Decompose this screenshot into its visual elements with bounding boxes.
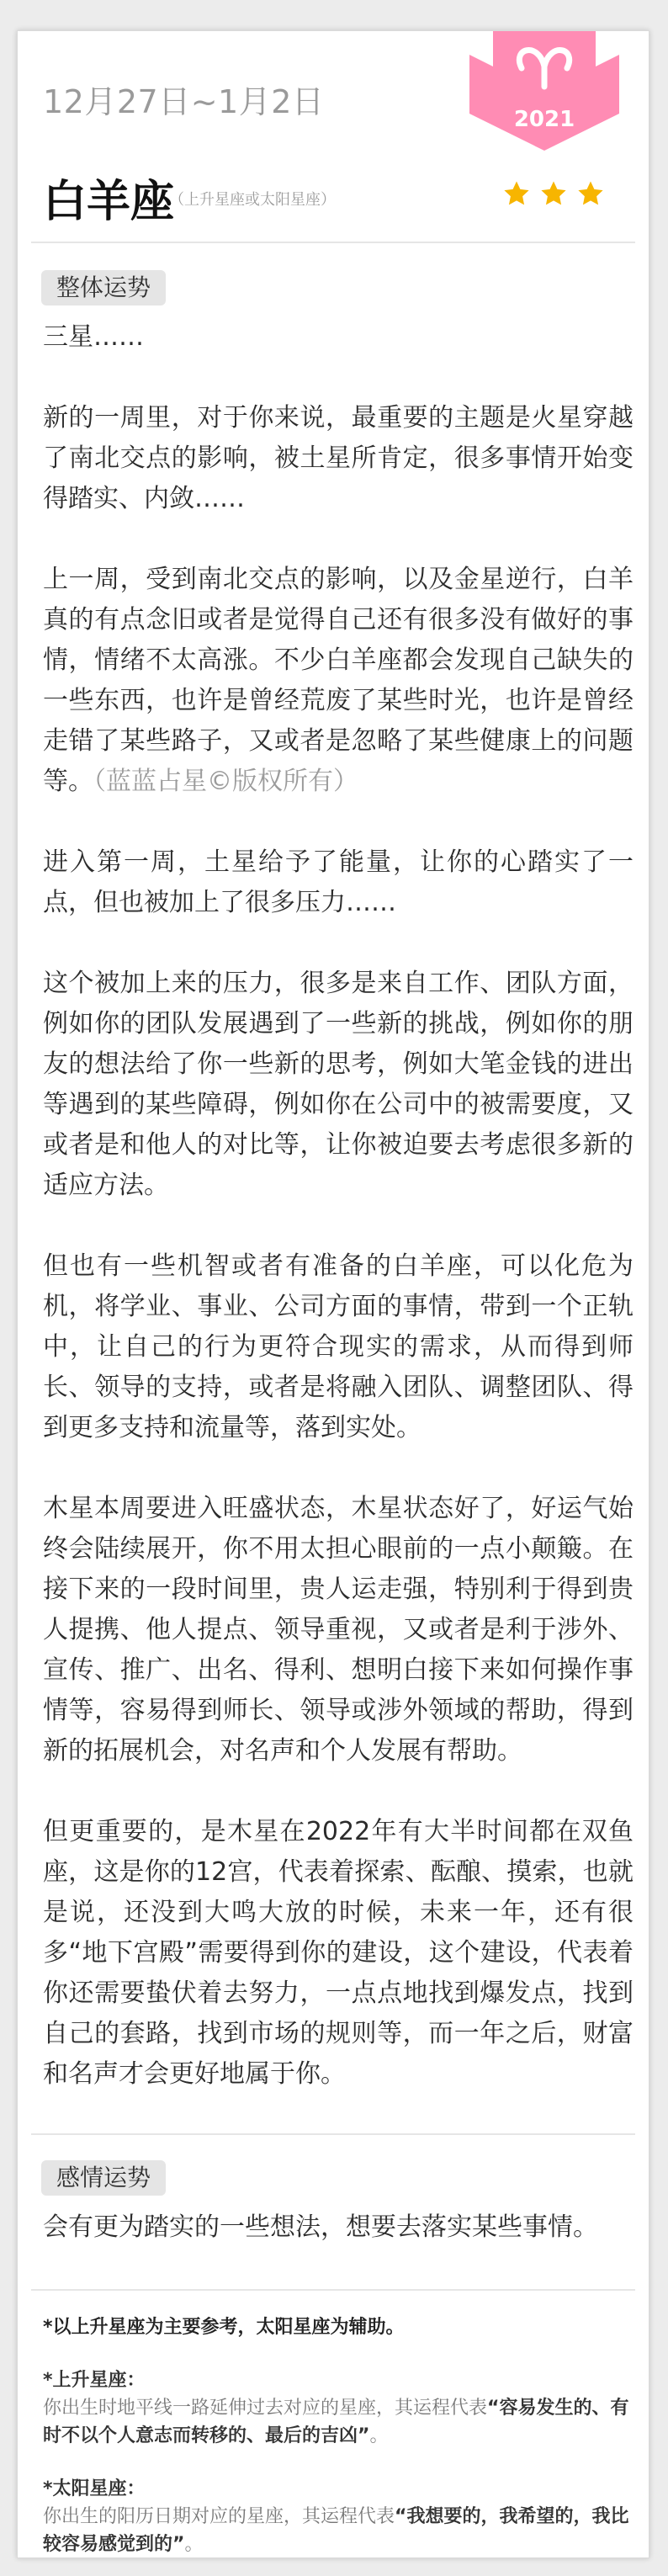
note-main: *以上升星座为主要参考，太阳星座为辅助。 (43, 2317, 405, 2338)
date-range: 12月27日~1月2日 (43, 83, 325, 120)
paragraph: 三星…… (43, 322, 144, 352)
star-icon (576, 179, 605, 208)
love-tag: 感情运势 (41, 2160, 166, 2196)
note-sun-head: *太阳星座： (43, 2478, 146, 2499)
paragraph: 但更重要的，是木星在2022年有大半时间都在双鱼座，这是你的12宫，代表着探索、酝酿、摸索，也就是说，还没到大鸣大放的时候，未来一年，还有很多“地下宫殿”需要得到你的建设，这个建设，代表着你还需要蛰伏着去努力，一点点地找到爆发点，找到自己的套路，找到市场的规则等，而一年之后，财富和名声才会更好地属于你。 (43, 1817, 634, 2089)
star-icon (502, 179, 531, 208)
divider (31, 242, 635, 243)
sign-note: （上升星座或太阳星座） (169, 191, 336, 209)
copyright-note: （蓝蓝占星©版权所有） (93, 767, 358, 796)
paragraph: 进入第一周，土星给予了能量，让你的心踏实了一点，但也被加上了很多压力…… (43, 847, 634, 917)
paragraph: 但也有一些机智或者有准备的白羊座，可以化危为机，将学业、事业、公司方面的事情，带到一个正轨中，让自己的行为更符合现实的需求，从而得到师长、领导的支持，或者是将融入团队、调整团队、得到更多支持和流量等，落到实处。 (43, 1251, 634, 1442)
paragraph: 上一周，受到南北交点的影响，以及金星逆行，白羊真的有点念旧或者是觉得自己还有很多没有做好的事情，情绪不太高涨。不少白羊座都会发现自己缺失的一些东西，也许是曾经荒废了某些时光，也许是曾经走错了某些路子，又或者是忽略了某些健康上的问题等。（蓝蓝占星©版权所有） (43, 565, 634, 796)
aries-year-badge (469, 31, 619, 151)
divider (31, 2133, 635, 2135)
badge-year: 2021 (513, 107, 575, 132)
paragraph: 这个被加上来的压力，很多是来自工作、团队方面，例如你的团队发展遇到了一些新的挑战，例如你的朋友的想法给了你一些新的思考，例如大笔金钱的进出等遇到的某些障碍，例如你在公司中的被需要度，又或者是和他人的对比等，让你被迫要去考虑很多新的适应方法。 (43, 969, 634, 1200)
divider (31, 2289, 635, 2291)
note-rising-text: 你出生时地平线一路延伸过去对应的星座，其运程代表“容易发生的、有时不以个人意志而转移的、最后的吉凶”。 (43, 2398, 629, 2446)
horoscope-card (17, 30, 649, 2558)
paragraph: 新的一周里，对于你来说，最重要的主题是火星穿越了南北交点的影响，被土星所肯定，很多事情开始变得踏实、内敛…… (43, 403, 634, 513)
overall-tag: 整体运势 (41, 270, 166, 305)
love-body (43, 2207, 634, 2248)
note-sun-text: 你出生的阳历日期对应的星座，其运程代表“我想要的，我希望的，我比较容易感觉到的”。 (43, 2506, 629, 2555)
paragraph: 会有更为踏实的一些想法，想要去落实某些事情。 (43, 2212, 598, 2242)
paragraph: 木星本周要进入旺盛状态，木星状态好了，好运气始终会陆续展开，你不用太担心眼前的一点小颠簸。在接下来的一段时间里，贵人运走强，特别利于得到贵人提携、他人提点、领导重视，又或者是利于涉外、宣传、推广、出名、得利、想明白接下来如何操作事情等，容易得到师长、领导或涉外领域的帮助，得到新的拓展机会，对名声和个人发展有帮助。 (43, 1494, 634, 1766)
star-icon (539, 179, 568, 208)
badge-ribbon (469, 31, 619, 151)
overall-body (43, 317, 634, 2095)
rating-stars (502, 179, 605, 208)
notes-section (43, 2313, 632, 2558)
note-rising-head: *上升星座： (43, 2370, 146, 2391)
sign-title: 白羊座 (43, 177, 175, 227)
title-row (43, 166, 632, 225)
